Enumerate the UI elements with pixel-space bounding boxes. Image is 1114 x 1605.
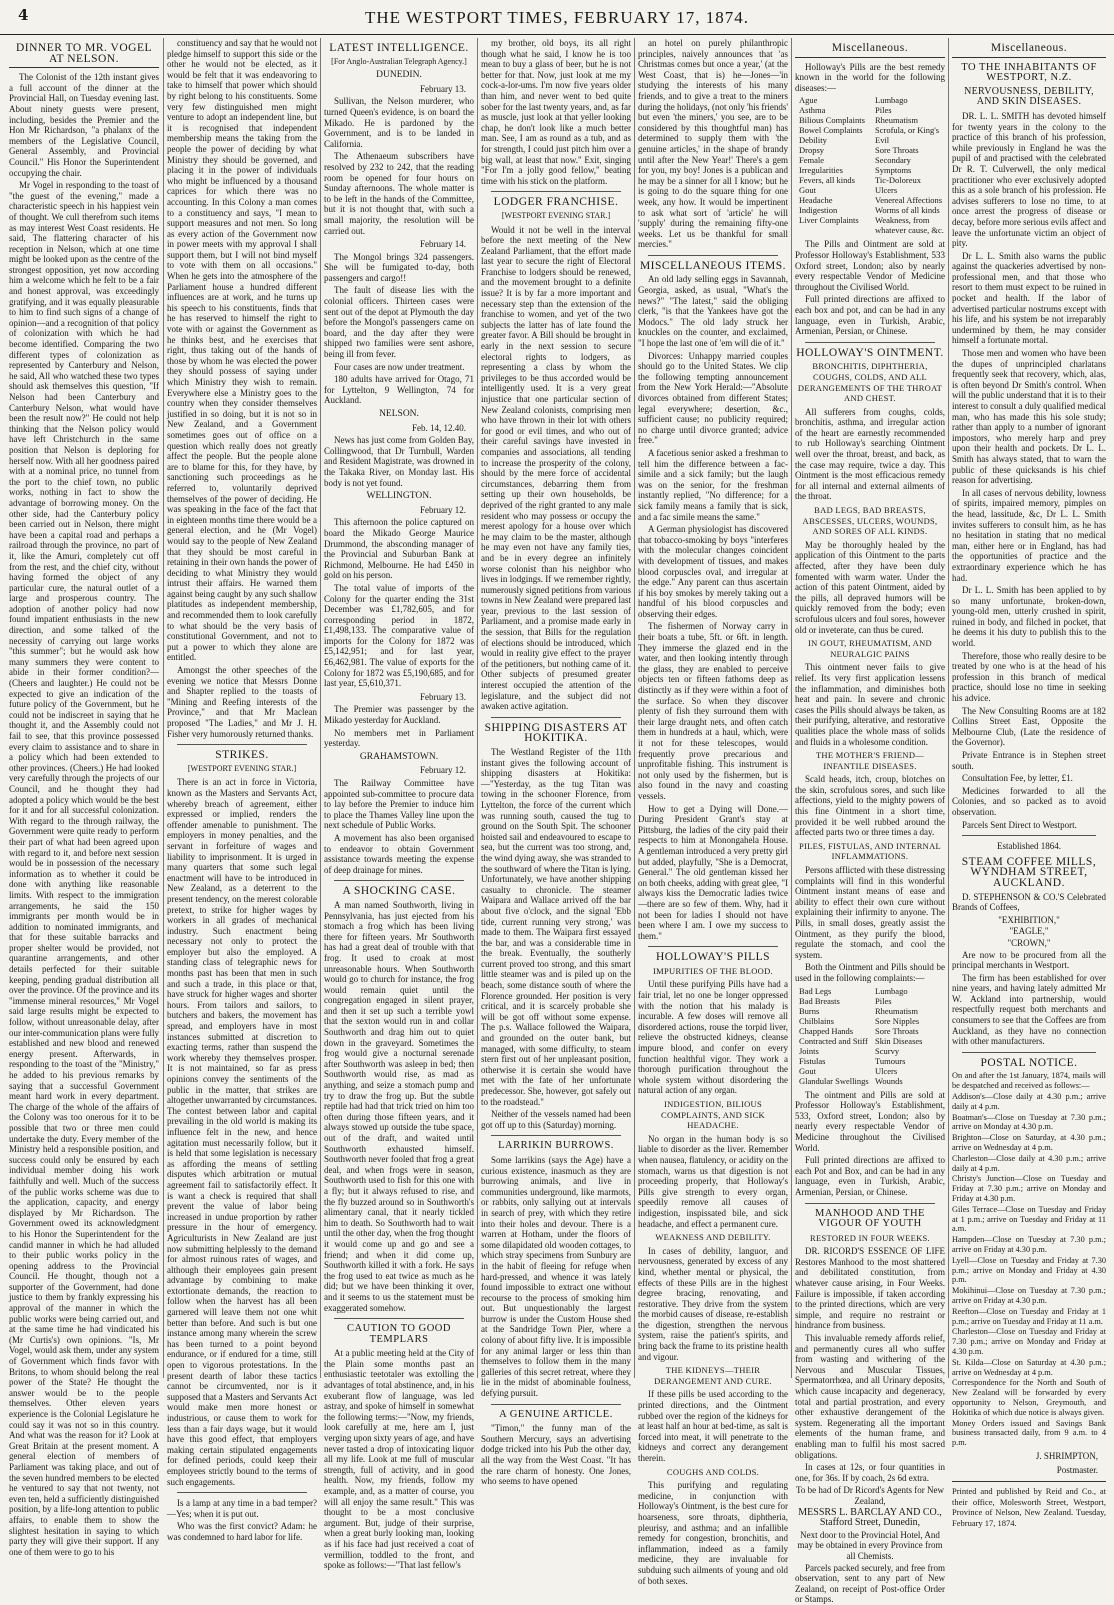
disease-item: Bowel Complaints bbox=[799, 125, 863, 136]
ailment-item: Burns bbox=[799, 1005, 820, 1016]
telegram-paragraph: Four cases are now under treatment. bbox=[334, 361, 465, 372]
telegram-paragraph: The Athenaeum subscribers have resolved by 232 to 242, that the reading room be opened for four hours on Sunday afternoons. The whole matter is to be left in the hands of the Committee, but it is not thought that, with such a small majority, the resolution will be carried out. bbox=[324, 151, 474, 236]
ad-paragraph: In cases at 12s, or four quantities in one, for 36s. If by coach, 2s 6d extra. bbox=[795, 1462, 945, 1483]
dateline-date: February 12. bbox=[420, 765, 466, 776]
misc-paragraph: An old lady selling eggs in Savannah, Georgia, asked, as usual, "What's the news?" "The latest," said the obliging clerk, "is that the Yankees have got the Modocs." The old lady struck her knuckles on the counter, and exclaimed, "I hope the last one of 'em will die of it." bbox=[638, 274, 788, 349]
ad-paragraph: This purifying and regulating medicine, in conjunction with Holloway's Ointment, is the best cure for hoarseness, sore throats, diphtheria, pleurisy, and asthma; and an infallible remedy for congestion, bronchitis, and inflammation, indeed as a family medicine, they are invaluable for subduing such ailments of young and old of both sexes. bbox=[638, 1480, 788, 1586]
ailment-list bbox=[799, 986, 945, 1086]
ad-subhead: PILES, FISTULAS, AND INTERNAL INFLAMMATIONS. bbox=[798, 840, 942, 862]
ad-subhead: IN GOUT, RHEUMATISM, AND NEURALGIC PAINS bbox=[808, 638, 932, 659]
ad-paragraph: Medicines forwarded to all the Colonies, and so packed as to avoid observation. bbox=[952, 785, 1106, 817]
ad-line: To be had of Dr Ricord's Agents for New Zealand, bbox=[796, 1485, 944, 1506]
telegram-paragraph: The Railway Committee have appointed sub-committee to procure data to lay before the Premier to induce him to place the Thames Valley line upon the next schedule of Public Works. bbox=[324, 778, 474, 831]
ailment-item: Chapped Hands bbox=[799, 1025, 854, 1036]
masthead bbox=[0, 0, 1114, 35]
article-paragraph: constituency and say that he would not pledge himself to support this side or the other he would not be elected, as it would be felt that it was endeavoring to take to himself that power which should by right belong to his constituents. Some very few distinguished men might venture to adopt an independent line, but it is recognised that independent membership means the taking from the people the power of deciding by what Ministry they should be governed, and placing it in the power of individuals who might be influenced by a thousand caprices for which there was no accounting. In this Colony a man comes to a constituency and says, "I mean to support measures and not men. So long as every action of the Government now in power meets with my approval I shall support them, but I will not bind myself to vote with them on all occasions." When he gets into the atmosphere of the Parliament house a hundred different influences are at work, and he turns up his speech to his constituents, finds that he has reserved to himself the right to vote with or against the Government as he thinks best, and he exercises that right, thus taking out of the hands of those by whom he was elected the power they should possess of saying under which Ministry they wish to remain. Everywhere else a Ministry goes to the country when they consider themselves justified in so doing, but it is not so in New Zealand, and a Government sometimes goes out of office on a question which really does not greatly affect the people. But the people alone are to blame for this, for they have, by sanctioning such proceedings as he referred to, voluntarily deprived themselves of the power of deciding. He was speaking in the face of the fact that in eighteen months time there would be a general election, and he (Mr Vogel) would say to the people of New Zealand that they should be most careful in retaining in their own hands the power of deciding to what Ministry they would intrust their affairs. He warned them against being caught by any such shallow platitudes as independent membership, and recommended them to look carefully to what should be the very basis of constitutional Government, and not to put a power to which they alone are entitled. bbox=[167, 38, 317, 663]
ad-subhead: RESTORED IN FOUR WEEKS. bbox=[810, 1232, 930, 1243]
postal-item: Reefton—Close on Tuesday and Friday at 1 p.m.; arrive on Tuesday and Friday at 11 a.m. bbox=[952, 1306, 1106, 1326]
ailment-item: Tumours bbox=[875, 1055, 906, 1066]
column-4 bbox=[477, 38, 634, 1487]
ad-paragraph: The firm has been established for over nine years, and having lately admitted Mr W. Ackland into partnership, would respectfully request both merchants and consumers to see that the Coffees are from Auckland, as they have no connection with other manufacturers. bbox=[952, 972, 1106, 1047]
postal-item: Addison's—Close daily at 4.30 p.m.; arrive daily at 4 p.m. bbox=[952, 1092, 1106, 1111]
coffee-brand: "CROWN," bbox=[1007, 937, 1051, 948]
article-paragraph: Mr Vogel in responding to the toast of "the guest of the evening," made a characteristic speech in his happiest vein of thought. We cull therefrom such items as may interest West Coast residents. He said, The flattering character of his reception in Nelson, which at one time might be looked upon as the centre of the strongest opposition, yet now according him a welcome which he felt to be a fair and honest approval, was exceedingly gratifying, and it was equally pleasurable to him to find such signs of a change of opinion—and a recognition of that policy of colonization with which he had become identified. Comparing the two different types of colonization as represented by Canterbury and Nelson, he said, All who watched these two types should ask themselves this question, "If Nelson had been Canterbury and Canterbury Nelson, what would have been the result now?" He could not help thinking that the Nelson policy would have left Christchurch in the same position that Nelson is deploring for herself now. With all her goodness paired with at a nominal price, no tunnel from the port to the chief town, no public works, nothing in fact to show the advantage of borrowing money. On the other side, had the Canterbury policy been carried out in Nelson, there might have been a capital road and perhaps a railroad through the province, no part of it, like the Amuri, completely cut off from the rest, and the chief city, without having formed the object of any particular cure, the natural outlet of a large and prosperous country. The adoption of another policy had now found impatient enthusiasts in the new direction, and some talked of the necessity of carrying out large works "this summer"; but he would ask how many summers they were content to abide in their former condition?— (Cheers and laughter.) He could not be expected to give an indication of the future policy of the Government, but he could not be indiscreet in saying that he thought it, and the Assembly could not fail to see, that this province possessed every claim to assistance and to share in a policy which had been extended to other provinces. (Cheers.) He had looked very carefully through the projects of our Council, and he thought they had adopted a policy which would be the best for it and for all successful colonization. With regard to the through railway, the Government were quite ready to perform their part of what had been agreed upon with regard to it, and before next session would be in possession of the necessary information as to whether it could be done with anything like reasonable limits. With respect to the immigration arrangements, he said the 150 immigrants per month would be in addition to nominated immigrants, and that for these suitable barracks and proper shelter would be provided, not quarantine arrangements, and other details perfected for their suitable keeping, pending gradual distribution all over the province. Of the province and its "immense mineral resources," Mr Vogel said large results might be expected to follow, without unreasonable delay, after our inter-communication plans were fully established and new blood and renewed energy present. Afterwards, in responding to the toast of the "Ministry," he added to his previous remarks by saying that a successful Government meant hard work in every department. The charge of the whole of the affairs of the Colony was too onerous for it to be possible that two or three men could undertake the duty. Every member of the Ministry held a responsible position, and success could only be ensured by each individual member doing his work faithfully and well. Much of the success of the public works scheme was due to the application, capacity, and energy displayed by Mr Richardson. The Government owed its acknowledgment to his Honor the Superintendent for the candid manner in which he had alluded to their public works policy in the opening address to the Provincial Council. He thought, though not a supporter of the Government, had done justice to them by frankly expressing his approval of the manner in which the public works were being carried out, and at the same time he had vindicated his (Mr Curtis's) own opinions. "Is, Mr Vogel, would ask them, under any system of Government which finds favor with Britons, to whom should belong the real power of the State? He thought the answer would be to the people themselves. Other eleven years experience is the Colonial Legislature he could say it was not so in this country. And what was the reason for it? Look at Great Britain at the present moment. A general election of members of Parliament was taking place, and out of the seven hundred members to be elected he ventured to say that not twenty, not even ten, held a sufficiently distinguished position, by a life-long attention to public affairs, to enable them to show the slightest hesitation in saying to which party they will give their support. If any one of them were to go to his bbox=[9, 180, 159, 1557]
article-paragraph: There is an act in force in Victoria, known as the Masters and Servants Act, whereby breach of agreement, either expressed or implied, renders the offender amenable to punishment. The employers in money penalties, and the servant in forfeiture of wages and liability to imprisonment. It is urged in many quarters that some such legal enactment will have to be introduced in New Zealand, as a deterrent to the present tendency, on the merest colorable pretext, to strike for higher wages by workers in all grades of mechanical industry. Such enactment being necessary not only to protect the employer but also the employed. A standing class of telegraphic news for months past has been that men in such and such a trade, in this place or that, have struck for higher wages and shorter hours. From tailors and sailors, to butchers and bakers, the movement has spread, and employers have in most instances submitted at discretion to exacting terms, rather than suspend the work whereby they themselves prosper. It is not maintained, so far as press opinions convey the sentiments of the public in the matter, that strikes are altogether unwarranted by circumstances. The contest between labor and capital prevailing in the old world is making its influence felt in the new, and hence agitation must necessarily follow, but it is held that some legislation is necessary as affording the means of settling disputes which arbitration or mutual agreement fail to satisfactorily effect. It is want a check is required that shall prevent the value of labor being increased in undue proportion by rather pressure in the hour of emergency. Agriculturists in New Zealand are just now submitting helplessly to the demand for almost ruinous rates of wages, and although their employees gain present advantage by combining to make extortionate demands, the reaction to follow when the harvest has all been garnered will leave them not one whit better than before. And such is but one instance among many wherein the screw has been turned to a point beyond endurance, or if endured for a time, still open to vigorous protestations. In the present dearth of labor these tactics cannot be circumvented, nor is it supposed that a Masters and Servants Act would make men more honest or industrious, or cause them to work for less than a fair days wage, but it would have this good effect, that employers making certain stipulated engagements for defined periods, could keep their employees strictly bound to the terms of such engagements. bbox=[167, 777, 317, 1487]
ad-paragraph: The Pills and Ointment are sold at Professor Holloway's Establishment, 533 Oxford street, London; also by nearly every respectable Vendor of Medicine throughout the Civilised World. bbox=[795, 239, 945, 292]
disease-item: Lumbago bbox=[875, 95, 908, 106]
dateline-place: DUNEDIN. bbox=[376, 70, 422, 81]
ailment-item: Sore Nipples bbox=[875, 1015, 920, 1026]
section-title-miscellaneous: Miscellaneous. bbox=[831, 42, 909, 54]
divider bbox=[177, 1492, 307, 1493]
ad-paragraph: Until these purifying Pills have had a fair trial, let no one be longer oppressed with the notion that his malady is incurable. A few doses will remove all disordered actions, rouse the torpid liver, relieve the obstructed kidneys, cleanse impure blood, and confer on every function healthful vigor. They work a thorough purification throughout the whole system without disordering the natural action of any organ. bbox=[638, 979, 788, 1096]
page-number: 4 bbox=[18, 6, 29, 24]
ad-paragraph: Persons afflicted with these distressing complaints will find in this wonderful Ointment instant means of ease and ability to effect their own cure without explaining their infirmity to anyone. The Pills, in small doses, greatly assist the Ointment, as they purify the blood, regulate the stomach, and cool the system. bbox=[795, 865, 945, 960]
ad-subhead: NERVOUSNESS, DEBILITY, AND SKIN DISEASES. bbox=[964, 85, 1094, 108]
telegram-paragraph: The total value of imports of the Colony for the quarter ending the 31st December was £1,782,605, and for corresponding period in 1872, £1,498,133. The comparative value of imports for the Colony for 1872 was £5,142,951; and for last year, £6,462,981. The value of exports for the Colony for 1872 was £5,190,685, and for last year, £5,610,371. bbox=[324, 582, 474, 689]
disease-item: Venereal Affections bbox=[875, 195, 943, 206]
ad-title-holloways-ointment: HOLLOWAY'S OINTMENT. bbox=[796, 346, 944, 359]
ad-paragraph: Therefore, those who really desire to be treated by one who is at the head of his profession in this branch of medical practice, should lose no time in seeking his advice. bbox=[952, 650, 1106, 704]
ad-paragraph: Are now to be procured from all the principal merchants in Westport. bbox=[952, 949, 1106, 971]
article-paragraph: Would it not be well in the interval before the next meeting of the New Zealand Parliament, that the effort made last year to secure the right of Electoral Franchise to lodgers should be renewed, and the movement brought to a definite issue? It is by far a more important and necessary step than the extension of the franchise to women, and yet of the two subjects the latter has of late found the greater favor. A Bill should be brought in early in the next session to secure electoral rights to lodgers, as representing a class by whom the privileges to be thus accorded would be intelligently used. It is a very great injustice that one particular section of New Zealand colonists, comprising men who have thrown in their lot with others for good or evil times, and who out of their careful savings have invested in companies and associations, all tending to increase the prosperity of the colony, should by the mere force of accidental circumstances, debarring them from setting up their own households, be deprived of the right granted to any male resident who may possess or occupy the merest apology for a house over which he may claim to be the master, although he may even not have any family ties, and be in every degree an infinitely worse colonist than his neighbor who lives in lodgings. If we remember rightly, numerously signed petitions from various towns in New Zealand were prepared last year, previous to the last session of Parliament, and a promise made early in the session, that Bills for the regulation of elections should be introduced, which would in reality give effect to the prayer of the petitioners, but nothing came of it. Other subjects of presumed greater interest occupied the attention of the legislature, and the subject did not awaken active agitation. bbox=[481, 224, 631, 712]
ailment-item: Rheumatism bbox=[875, 1005, 918, 1016]
ad-subhead: THE MOTHER'S FRIEND—INFANTILE DISEASES. bbox=[815, 750, 925, 771]
ad-subhead: INDIGESTION, BILIOUS COMPLAINTS, AND SICK HEADACHE. bbox=[661, 1099, 765, 1131]
ailment-item: Scurvy bbox=[875, 1045, 900, 1056]
source-note: [WESTPORT EVENING STAR.] bbox=[187, 763, 297, 773]
postal-item: Lyell—Close on Tuesday and Friday at 7.30 p.m.; arrive on Monday and Friday at 4.30 p.m. bbox=[952, 1255, 1106, 1285]
ad-paragraph: D. STEPHENSON & CO.'S Celebrated Brands of Coffees, bbox=[952, 891, 1106, 913]
ad-paragraph: DR. RICORD'S ESSENCE OF LIFE Restores Manhood to the most shattered and debilitated constitution, from whatever cause arising, in Four Weeks. Failure is impossible, if taken according to the printed directions, which are very simple, and require no restraint or hindrance from business. bbox=[795, 1246, 945, 1331]
ad-paragraph: Scald heads, itch, croup, blotches on the skin, scrofulous sores, and such like affections, yield to the mighty powers of this fine Ointment in a short time, provided it be well rubbed around the affected parts two or three times a day. bbox=[795, 774, 945, 838]
dateline-place: GRAHAMSTOWN. bbox=[359, 751, 439, 762]
joke-paragraph: Is a lamp at any time in a bad temper?—Yes; when it is put out. bbox=[167, 1498, 317, 1519]
ailment-item: Bad Legs bbox=[799, 985, 832, 996]
ailment-item: Lumbago bbox=[875, 985, 908, 996]
misc-paragraph: The fishermen of Norway carry in their boats a tube, 5ft. or 6ft. in length. They immerse the glazed end in the water, and then looking intently through the glass, they are enabled to perceive objects ten or fifteen fathoms deep as distinctly as if they were within a foot of the surface. So when they discover plenty of fish they surround them with their large draught nets, and often catch them in hundreds at a haul, which, were it not for these telescopes, would frequently prove precarious and unprofitable fishing. This instrument is not only used by the fishermen, but is also found in the navy and coasting vessels. bbox=[638, 621, 788, 801]
postal-item: Giles Terrace—Close on Tuesday and Friday at 1 p.m.; arrive on Tuesday and Friday at 11 a.m. bbox=[952, 1204, 1106, 1234]
divider bbox=[795, 57, 945, 58]
misc-paragraph: How to get a Dying will Done.—During President Grant's stay at Pittsburg, the ladies of the city paid their respects to him at Monongahela House. A gentleman introduced a very pretty girl but added, playfully, "She is a Democrat, General." The old gentleman kissed her on both cheeks, adding with great glee, "I always kiss the Democratic ladies twice—there are so few of them. Why, had it not been for ladies I should not have been where I am. I owe my success to them." bbox=[638, 803, 788, 941]
article-paragraph: Neither of the vessels named had been got off up to this (Saturday) morning. bbox=[481, 1109, 631, 1130]
telegram-paragraph: The fault of disease lies with the colonial officers. Thirteen cases were sent out of the depot at Plymouth the day before the Mongol's passengers came on board, and the day after they were shipped two families were sent ashore, being ill from fever. bbox=[324, 285, 474, 360]
ailment-item: Gout bbox=[799, 1065, 816, 1076]
ad-paragraph: This invaluable remedy affords relief, and permanently cures all who suffer from wasting and withering of the Nervous and Muscular Tissues, Spermatorrhœa, and all Urinary deposits, which cause incapacity and degeneracy, total and partial prostration, and every other exhaustive derangement of the system. Regenerating all the important elements of the human frame, and enabling man to fulfil his most sacred obligations. bbox=[795, 1333, 945, 1460]
ailment-item: Ulcers bbox=[875, 1065, 898, 1076]
dateline-date: February 12. bbox=[420, 504, 466, 515]
printer-imprint: Printed and published by Reid and Co., at their office, Molesworth Street, Westport, Province of Nelson, New Zealand. Tuesday, February 17, 1874. bbox=[952, 1481, 1106, 1528]
ad-title-inhabitants-westport: TO THE INHABITANTS OF WESTPORT, N.Z. bbox=[961, 61, 1097, 84]
columns-container bbox=[6, 38, 1108, 1605]
column-7 bbox=[948, 38, 1109, 1528]
article-title-good-templars: CAUTION TO GOOD TEMPLARS bbox=[347, 1323, 451, 1345]
article-title-genuine-article: A GENUINE ARTICLE. bbox=[499, 1408, 613, 1420]
divider bbox=[805, 1203, 935, 1204]
disease-item: Headache bbox=[799, 195, 833, 206]
ad-paragraph: No organ in the human body is so liable to disorder as the liver. Remember when nausea, flatulency, or acidity on the stomach, warns us that digestion is not proceeding properly, that Holloway's Pills give strength to every organ, speedily remove all causes of indigestion, inspissated bile, and sick headache, and effect a permanent cure. bbox=[638, 1133, 788, 1229]
source-note: [For Anglo-Australian Telegraph Agency.] bbox=[331, 56, 467, 66]
ailment-list-left bbox=[799, 986, 869, 1086]
ailment-item: Glandular Swellings bbox=[799, 1075, 869, 1086]
disease-item: Asthma bbox=[799, 105, 826, 116]
ad-paragraph: DR. L. L. SMITH has devoted himself for twenty years in the colony to the practice of this branch of his profession, while previously in England he was the pupil of and practised with the celebrated Dr R. T. Culverwell, the only medical practitioner who ever exclusively adopted this as a sole branch of his profession. He advises sufferers to lose no time, to at once arrest the progress of disease or decay, before more serious evils affect and leave the unfortunate victim an object of pity. bbox=[952, 110, 1106, 249]
divider bbox=[491, 1135, 621, 1136]
dateline-date: Feb. 14, 12.40. bbox=[412, 422, 466, 433]
ad-paragraph: May be thoroughly healed by the application of this Ointment to the parts affected, after they have been duly fomented with warm water. Under the action of this patent Ointment, aided by the pills, all depraved humors will be quickly removed from the body; even scrofulous ulcers and foul sores, however old or inveterate, can thus be cured. bbox=[795, 539, 945, 635]
column-6 bbox=[791, 38, 948, 1605]
postal-item: On and after the 1st January, 1874, mails will be despatched and received as follows:— bbox=[952, 1071, 1106, 1091]
ad-title-steam-coffee-mills: STEAM COFFEE MILLS, WYNDHAM STREET, AUCKLAND. bbox=[961, 855, 1097, 889]
postal-item: Mokihinui—Close on Tuesday at 7.30 p.m.; arrive on Friday at 4.30 p.m. bbox=[952, 1286, 1106, 1305]
disease-item: Debility bbox=[799, 135, 827, 146]
column-2 bbox=[163, 38, 320, 1542]
ad-paragraph: In all cases of nervous debility, lowness of spirits, impaired memory, pimples on the head, lassitude, &c, Dr L. L. Smith invites sufferers to consult him, as he has no hesitation in stating that no medical man, either here or in England, has had the opportunities of practice and the extraordinary experience which he has had. bbox=[952, 487, 1106, 583]
disease-list-left bbox=[799, 95, 869, 235]
telegram-paragraph: 180 adults have arrived for Otago, 71 for Lyttelton, 9 Wellington, 74 for Auckland. bbox=[324, 374, 474, 406]
divider bbox=[648, 255, 778, 256]
ad-paragraph: Full printed directions are affixed to each box and pot, and can be had in any language, even in Turkish, Arabic, Armenian, Persian, or Chinese. bbox=[795, 294, 945, 337]
disease-item: Weakness, from whatever cause, &c. bbox=[875, 215, 944, 236]
joke-paragraph: Who was the first convict? Adam: he was condemned to hard labor for life. bbox=[167, 1521, 317, 1542]
coffee-brand: "EXHIBITION," bbox=[998, 914, 1060, 925]
ad-paragraph: Consultation Fee, by letter, £1. bbox=[962, 773, 1073, 784]
dateline-date: February 13. bbox=[420, 83, 466, 94]
ailment-item: Fistulas bbox=[799, 1055, 826, 1066]
disease-item: Scrofula, or King's Evil bbox=[875, 125, 940, 146]
newspaper-title: THE WESTPORT TIMES, FEBRUARY 17, 1874. bbox=[365, 8, 749, 27]
ad-agent-name: MESSRS L. BARCLAY AND CO., Stafford Street, Dunedin, bbox=[798, 1506, 942, 1529]
divider bbox=[334, 1318, 464, 1319]
dateline-place: WELLINGTON. bbox=[366, 491, 432, 502]
coffee-brand: "EAGLE," bbox=[1009, 926, 1049, 937]
disease-item: Rheumatism bbox=[875, 115, 918, 126]
postal-item: Hampden—Close on Tuesday at 7.30 p.m.; arrive on Friday at 4.30 p.m. bbox=[952, 1235, 1106, 1254]
telegram-paragraph: A movement has also been organised to endeavor to obtain Government assistance towards meeting the expense of deep drainage for mines. bbox=[324, 832, 474, 875]
postal-item: Charleston—Close on Tuesday and Friday at 7.30 p.m.; arrive on Monday and Friday at 4.30 p.m. bbox=[952, 1327, 1106, 1356]
dateline-date: February 13. bbox=[420, 691, 466, 702]
ad-paragraph: Both the Ointment and Pills should be used in the following complaints:— bbox=[795, 962, 945, 983]
misc-paragraph: A facetious senior asked a freshman to tell him the difference between a fac-simile and a sick family; but the laugh was on the senior, for the freshman instantly replied, "No difference; for a sick family means a family that is sick, and a fac simile means the same." bbox=[638, 447, 788, 522]
section-title-latest-intelligence: LATEST INTELLIGENCE. bbox=[329, 42, 469, 54]
disease-item: Bilious Complaints bbox=[799, 115, 865, 126]
ad-title-holloways-pills: HOLLOWAY'S PILLS bbox=[655, 951, 771, 964]
disease-list-right bbox=[875, 95, 945, 235]
ailment-item: Chilblains bbox=[799, 1015, 834, 1026]
telegram-paragraph: No members met in Parliament yesterday. bbox=[324, 727, 474, 749]
article-paragraph: The Westland Register of the 11th instant gives the following account of shipping disasters at Hokitika:—"Yesterday, as the tug Titan was towing in the schooner Florence, from Lyttelton, the force of the current which was running south, caused the tug to ground on the South Spit. The schooner hoisted sail and endeavoured to escape to sea, but the current was too strong, and, the wind dying away, she was stranded to the southward of where the Titan is lying. Unfortunately, we have another shipping casualty to chronicle. The steamer Waipara and Wallace arrived off the bar about five o'clock, and the signal 'Ebb tide, current running very strong,' was made to them. The Waipara first essayed the bar, and was a considerable time in the break. Eventually, the southerly current proved too strong, and this smart little steamer was and is piled up on the beach, some distance south of where the Florence grounded. Her position is very critical, and it is scarcely probable she will be got off without some expense. The p.s. Wallace followed the Waipara, and grounded on the outer bank, but managed, with some difficulty, to steam stern first out of her unpleasant position, otherwise it is certain she would have met with the fate of her unfortunate predecessor. She, however, got safely out to the roadstead." bbox=[481, 747, 631, 1107]
telegram-paragraph: The Mongol brings 324 passengers. She will be fumigated to-day, both passengers and cargo!! bbox=[324, 251, 474, 283]
ad-paragraph: In cases of debility, languor, and nervousness, generated by excess of any kind, whether mental or physical, the effects of these Pills are in the highest degree bracing, renovating, and restorative. They drive from the system the morbid causes of disease, re-establish the digestion, strengthen the nervous system, raise the patient's spirits, and bring back the frame to its pristine health and vigour. bbox=[638, 1245, 788, 1362]
section-title-miscellaneous: Miscellaneous. bbox=[990, 42, 1068, 54]
article-paragraph: Amongst the other speeches of the evening we notice that Messrs Donne and Shapter replied to the toasts of "Mining and Reefing interests of the Province," and that Mr Maclean proposed "The Ladies," and Mr J. H. Fisher very humorously returned thanks. bbox=[167, 665, 317, 739]
postal-item: Boatman's—Close on Tuesday at 7.30 p.m.; arrive on Monday at 4.30 p.m. bbox=[952, 1112, 1106, 1132]
article-paragraph: At a public meeting held at the City of the Plain some months past an enthusiastic teetotaler was extolling the advantages of total abstinence, and, in his exuberant flow of language, was led astray, and spoke of himself in somewhat the following terms:—"Now, my friends, look carefully at me, here am I, just verging upon sixty years of age, and have never tasted a drop of intoxicating liquor all my life. Look at me full of muscular strength, full of activity, and in good health. Now, my friends, follow my example, and, as a matter of course, you will all enjoy the same result." This was thought to be a most conclusive argument. But, judge of their surprise, when a great burly looking man, looking as if his face had just received a coat of vermillion, toddled to the front, and spoke as follows:—"That last fellow's bbox=[324, 1348, 474, 1571]
article-paragraph: The Colonist of the 12th instant gives a full account of the dinner at the Provincial Hall, on Tuesday evening last. About ninety guests were present, including, besides the Premier and the Hon Mr Richardson, "a phalanx of the members of the Legislative Council, General Assembly, and Provincial Council." His Honor the Superintendent occupying the chair. bbox=[9, 72, 159, 178]
article-paragraph: "Timon," the funny man of the Southern Mercury, says an advertising dodge tricked into his Pub the other day, all the way from the West Coast. "It has the rare charm of honesty. One Jones, who seems to have opened bbox=[481, 1423, 631, 1487]
article-paragraph: A man named Southworth, living in Pennsylvania, has just ejected from his stomach a frog which has been living there for fifteen years. Mr Southworth has had a great deal of trouble with that frog. It used to croak at most unreasonable hours. When Southworth would go to church for instance, the frog would remain quiet until the congregation engaged in silent prayer, and then it set up such a terrible yowl that the sexton would run in and collar Southworth and drag him out to quiet down in the graveyard. Sometimes the frog would give a nocturnal serenade after Southworth was asleep in bed; then Southworth would rise, as mad as anything, and seize a stomach pump and try to draw the frog up. But the subtle reptile had had that trick tried on him too often during those fifteen years, and it always stowed up outside the tube space, out of the draft, and waited until Southworth exhausted himself. Southworth never fooled that frog a great deal, and when frogs were in season, Southworth used to fish for this one with a fly; but it always refused to rise, and the fly buzzed around so in Southworth's alimentary canal, that it nearly tickled him to death. So Southworth had to wait until the other day, when the frog thought it would come up and go and see a friend; and when it did come up, Southworth killed it with a fork. He says the frog used to eat twice as much as he did; but we have been thinking it over, and it seems to us the statement must be exaggerated somehow. bbox=[324, 899, 474, 1313]
divider bbox=[805, 342, 935, 343]
ailment-list-right bbox=[875, 986, 945, 1086]
postmaster-title: Postmaster. bbox=[1056, 1464, 1098, 1475]
divider bbox=[491, 717, 621, 718]
article-paragraph: Some larrikins (says the Age) have a curious existence, inasmuch as they are burrowing animals, and live in communities underground, like marmots, or rabbits, only sallying out at intervals in search of prey, with which they retire into their holes and devour. There is a warren at Hotham, under the floors of some dilapidated old wooden cottages, to which stray specimens from Sunbury are in the habit of fleeing for refuge when hard-pressed, and whence it was lately found impossible to extract one without recourse to the process of smoking him out. But unquestionably the largest burrow is under the Custom House shed at the Sandridge Town Pier, where a colony of about fifty live. It is impossible for any animal larger or less thin than themselves to follow them in the many galleries of this secret retreat, where they lie in the midst of abominable foulness, defying pursuit. bbox=[481, 1154, 631, 1399]
notice-title-postal: POSTAL NOTICE. bbox=[980, 1056, 1078, 1069]
ad-subhead: BRONCHITIS, DIPHTHERIA, COUGHS, COLDS, AND ALL DERANGEMENTS OF THE THROAT AND CHEST. bbox=[797, 361, 943, 404]
telegram-paragraph: This afternoon the police captured on board the Mikado George Maurice Drummond, the absconding manager of the Provincial and Suburban Bank at Richmond, Melbourne. He had £450 in gold on his person. bbox=[324, 517, 474, 581]
divider bbox=[962, 835, 1096, 836]
postal-item: Correspondence for the North and South of New Zealand will be forwarded by every opportunity to Nelson, Greymouth, and Hokitika of which due notice is always given. bbox=[952, 1378, 1106, 1417]
ad-paragraph: Holloway's Pills are the best remedy known in the world for the following diseases:— bbox=[795, 61, 945, 93]
divider bbox=[491, 1404, 621, 1405]
article-paragraph: an hotel on purely philanthropic principles, naively announces that 'as Christmas comes but once a year,' (at the West Coast, that is) he—Jones—'in studying the interests of his many friends, and to give a treat to the miners during the holidays, (not only 'his friends' but even 'the miners,' you see, are to be considered by this thoughtful man) has determined to supply them with 'the genuine articles,' in the shape of brandy until after the New Year!' There's a gem for you, my boy! Jones is a publican and he may be a sinner for all I know; but he is going to do the square thing for one week, any how. It would be impertinent to ask what sort of 'article' he will 'supply' during the remaining fifty-one weeks. Let us be thankful for small mercies." bbox=[638, 38, 788, 250]
ad-paragraph: Parcels packed securely, and free from observation, sent to any part of New Zealand, on receipt of Post-office Order or Stamps. bbox=[795, 1562, 945, 1605]
ailment-item: Piles bbox=[875, 995, 892, 1006]
divider bbox=[962, 1052, 1096, 1053]
disease-item: Fevers, all kinds bbox=[799, 175, 855, 186]
disease-item: Worms of all kinds bbox=[875, 205, 940, 216]
divider bbox=[334, 880, 464, 881]
divider bbox=[491, 191, 621, 192]
ailment-item: Sore Throats bbox=[875, 1025, 919, 1036]
ad-paragraph: Parcels Sent Direct to Westport. bbox=[962, 819, 1077, 830]
ad-line: Next door to the Provincial Hotel, And may be obtained in every Province from all Chemists. bbox=[797, 1529, 943, 1561]
ailment-item: Contracted and Stiff Joints bbox=[799, 1035, 868, 1056]
section-title-miscellaneous-items: MISCELLANEOUS ITEMS. bbox=[639, 259, 787, 272]
ad-subhead: WEAKNESS AND DEBILITY. bbox=[655, 1232, 771, 1243]
postmaster-name: J. SHRIMPTON, bbox=[1035, 1450, 1098, 1461]
postal-item: St. Kilda—Close on Saturday at 4.30 p.m.; arrive on Wednesday at 4 p.m. bbox=[952, 1357, 1106, 1377]
ad-subhead: IMPURITIES OF THE BLOOD. bbox=[653, 965, 773, 976]
column-1 bbox=[6, 38, 162, 1557]
disease-item: Gout bbox=[799, 185, 816, 196]
dateline-place: NELSON. bbox=[379, 409, 419, 419]
column-3 bbox=[320, 38, 477, 1571]
ad-paragraph: Dr L. L. Smith also warns the public against the quackeries advertised by non-professional men, and that those who resort to them must expect to be ruined in pocket and health. If the labor of advertised particular nostrums except with his life, and his system be not irreparably undermined by them, he may consider himself a fortunate mortal. bbox=[952, 250, 1106, 346]
disease-item: Secondary Symptoms bbox=[875, 155, 912, 176]
disease-list bbox=[799, 95, 945, 235]
disease-item: Dropsy bbox=[799, 145, 825, 156]
disease-item: Liver Complaints bbox=[799, 215, 859, 226]
ad-paragraph: If these pills be used according to the printed directions, and the Ointment rubbed over the region of the kidneys for at least half an hour at bed-time, as salt is forced into meat, it will penetrate to the kidneys and correct any derangement therein. bbox=[638, 1389, 788, 1463]
telegram-paragraph: The Premier was passenger by the Mikado yesterday for Auckland. bbox=[324, 704, 474, 726]
ailment-item: Bad Breasts bbox=[799, 995, 840, 1006]
article-title-larrikin-burrows: LARRIKIN BURROWS. bbox=[498, 1140, 614, 1152]
ailment-item: Skin Diseases bbox=[875, 1035, 923, 1046]
ad-established: Established 1864. bbox=[997, 841, 1061, 852]
disease-item: Tic-Doloreux bbox=[875, 175, 921, 186]
ad-subhead: BAD LEGS, BAD BREASTS, ABSCESSES, ULCERS, WOUNDS, AND SORES OF ALL KINDS. bbox=[802, 505, 938, 537]
divider bbox=[648, 946, 778, 947]
divider bbox=[952, 57, 1106, 58]
postal-schedule bbox=[952, 1071, 1106, 1447]
ad-paragraph: All sufferers from coughs, colds, bronchitis, asthma, and irregular action of the heart are earnestly recommended to rub Holloway's searching Ointment well over the throat, breast, and back, as the case may require, twice a day. This Ointment is the most efficacious remedy for all internal and external ailments of the throat. bbox=[795, 406, 945, 502]
ad-paragraph: Those men and women who have been the dupes of unprincipled charlatans frequently seek that recovery, which, alas, is often beyond Dr Smith's control. When will the public understand that it is to their interest to consult a duly qualified medical man, who has made this his sole study; rather than apply to a number of ignorant impostors, who merely harp and prey upon their health and pockets. Dr L. L. Smith has always stated, that to warn the public of these quicksands is his chief reason for advertising. bbox=[952, 348, 1106, 486]
postal-item: Christy's Junction—Close on Tuesday and Friday at 7.30 p.m.; arrive on Monday and Friday at 4.30 p.m. bbox=[952, 1174, 1106, 1203]
disease-item: Sore Throats bbox=[875, 145, 919, 156]
disease-item: Ulcers bbox=[875, 185, 898, 196]
ad-paragraph: The ointment and Pills are sold at Professor Holloway's Establishment, 533, Oxford street, London; also by nearly every respectable Vendor of Medicine throughout the Civilised World. bbox=[795, 1089, 945, 1153]
column-5 bbox=[634, 38, 791, 1586]
ad-title-manhood: MANHOOD AND THE VIGOUR OF YOUTH bbox=[815, 1207, 925, 1230]
article-title-shipping-disasters: SHIPPING DISASTERS AT HOKITIKA. bbox=[484, 721, 628, 745]
ad-paragraph: The New Consulting Rooms are at 182 Collins Street East, Opposite the Melbourne Club, (Late the residence of the Governor). bbox=[952, 705, 1106, 748]
article-title-lodger-franchise: LODGER FRANCHISE. bbox=[493, 196, 619, 209]
ailment-item: Wounds bbox=[875, 1075, 903, 1086]
misc-paragraph: Divorces: Unhappy married couples should go to the United States. We clip the following tempting announcement from the New York Herald:—"Absolute divorces obtained from different States; legal everywhere; desertion, &c., sufficient cause; no publicity required; no charge until divorce granted; advice free." bbox=[638, 350, 788, 446]
divider bbox=[9, 67, 159, 68]
postal-item: Brighton—Close on Saturday, at 4.30 p.m.; arrive on Wednesday at 4 p.m. bbox=[952, 1133, 1106, 1153]
postal-item: Charleston—Close daily at 4.30 p.m.; arrive daily at 4 p.m. bbox=[952, 1153, 1106, 1173]
disease-item: Indigestion bbox=[799, 205, 838, 216]
misc-paragraph: A German physiologist has discovered that tobacco-smoking by boys "interferes with the molecular changes coincident with development of tissues, and makes blood corpuscles oval, and irregular at the edge." Any parent can thus ascertain if his boy smokes by merely taking out a handful of his blood corpuscles and observing their edges. bbox=[638, 524, 788, 619]
article-title-strikes: STRIKES. bbox=[215, 749, 269, 762]
telegram-paragraph: News has just come from Golden Bay, Collingwood, that Dr Turnbull, Warden and Resident Magistrate, was drowned in the Takaka River, on Monday last. His body is not yet found. bbox=[324, 435, 474, 488]
divider bbox=[177, 744, 307, 745]
disease-item: Female Irregularities bbox=[799, 155, 843, 176]
postal-item: Money Orders issued and Savings Bank business transacted daily, from 9 a.m. to 4 p.m. bbox=[952, 1418, 1106, 1448]
ad-paragraph: This ointment never fails to give relief. Its very first application lessens the inflammation, and diminishes both heat and pain. In severe and chronic cases the Pills should always be taken, as their purifying, alterative, and restorative qualities place the whole mass of solids and fluids in a wholesome condition. bbox=[795, 662, 945, 747]
ad-subhead: COUGHS AND COLDS. bbox=[666, 1466, 760, 1477]
telegram-paragraph: Sullivan, the Nelson murderer, who turned Queen's evidence, is on board the Mikado. He is pardoned by the Government, and is to be landed in California. bbox=[324, 96, 474, 149]
dateline-date: February 14. bbox=[420, 239, 466, 250]
article-paragraph: my brother, old boys, its all right though what he said, I know he is too mean to buy a glass of beer, but he is not better for that. Now, just look at me my cock-a-lor-ums. I'm now five years older than him, and never went to bed quite sober for the last twenty years, and, as far as muscle, just look at that yeller looking chap, he don't look like a much better man. See, I am as round as a tub, and as for strength, I could just pitch him over a big wall, at least that now." Exit, singing "For I'm a jolly good fellow," beating time with his stick on the platform. bbox=[481, 38, 631, 186]
article-title-shocking-case: A SHOCKING CASE. bbox=[342, 885, 456, 898]
disease-item: Piles bbox=[875, 105, 892, 116]
disease-item: Ague bbox=[799, 95, 818, 106]
ad-paragraph: Full printed directions are affixed to each Pot and Box, and can be had in any language, even in Turkish, Arabic, Armenian, Persian, or Chinese. bbox=[795, 1155, 945, 1197]
source-note: [WESTPORT EVENING STAR.] bbox=[501, 210, 611, 220]
ad-paragraph: Private Entrance is in Stephen street south. bbox=[952, 750, 1106, 771]
ad-paragraph: Dr L. L. Smith has been applied to by so many unfortunate, broken-down, young-old men, utterly crushed in spirit, ruined in body, and filched in pocket, that he deems it his duty to publish this to the world. bbox=[952, 585, 1106, 649]
article-title-vogel-dinner: DINNER TO MR. VOGEL AT NELSON. bbox=[15, 42, 152, 65]
ad-subhead: THE KIDNEYS—THEIR DERANGEMENT AND CURE. bbox=[654, 1365, 772, 1386]
